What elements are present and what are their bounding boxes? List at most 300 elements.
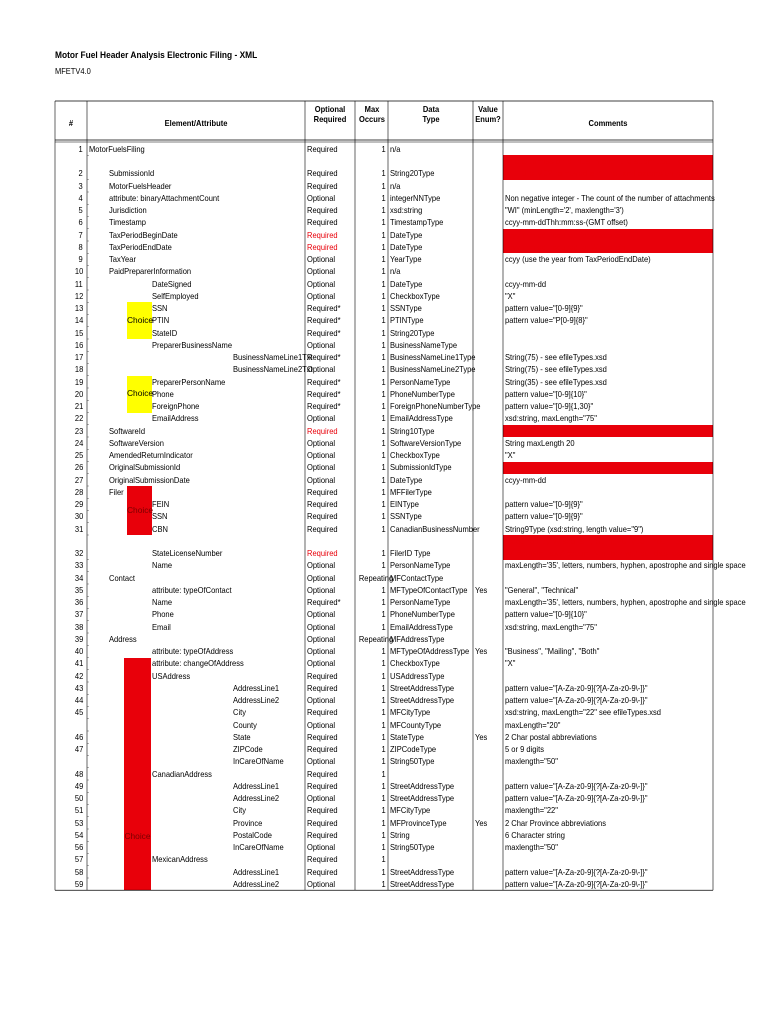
choice-label: Choice xyxy=(127,314,154,325)
max-occurs: 1 xyxy=(381,597,386,607)
comment: pattern value="P[0-9]{8}" xyxy=(505,315,588,326)
max-occurs: 1 xyxy=(381,817,386,828)
element-name: PaidPreparerInformation xyxy=(109,266,192,277)
data-type: String20Type xyxy=(390,327,435,338)
max-occurs: 1 xyxy=(381,266,386,277)
row-number: 37 xyxy=(74,609,83,620)
max-occurs: 1 xyxy=(381,560,386,571)
row-number: 29 xyxy=(74,499,83,509)
max-occurs: 1 xyxy=(381,364,386,375)
row-number: 46 xyxy=(74,731,83,742)
row-number: 10 xyxy=(74,266,83,277)
row-number: 30 xyxy=(74,511,83,522)
row-number: 44 xyxy=(74,695,83,705)
element-name: OriginalSubmissionId xyxy=(109,462,181,473)
comment: pattern value="[A-Za-z0-9]{?[A-Za-z0-9\-]}" xyxy=(505,866,648,877)
max-occurs: 1 xyxy=(381,621,386,632)
row-number: 58 xyxy=(74,866,83,877)
comment: 2 Char postal abbreviations xyxy=(505,731,597,742)
data-type: n/a xyxy=(390,143,401,154)
choice-label: Choice xyxy=(124,831,151,841)
required-status: Optional xyxy=(307,192,336,203)
data-type: PhoneNumberType xyxy=(390,388,455,399)
max-occurs: Repeating xyxy=(358,572,394,583)
required-status: Required* xyxy=(307,352,341,362)
element-name: SSN xyxy=(152,303,168,313)
max-occurs: 1 xyxy=(381,707,386,718)
comment: ccyy (use the year from TaxPeriodEndDate) xyxy=(505,254,651,264)
comment: ccyy-mm-dd, required for Wisconsin xyxy=(505,229,626,240)
element-name: AddressLine1 xyxy=(233,780,280,791)
row-number: 42 xyxy=(74,670,83,681)
max-occurs: 1 xyxy=(381,401,386,411)
required-status: Optional xyxy=(307,609,336,620)
required-status: Required xyxy=(307,229,338,240)
row-number xyxy=(55,756,83,767)
required-status: Optional xyxy=(307,793,336,803)
row-number: 24 xyxy=(74,437,83,448)
max-occurs: 1 xyxy=(381,670,386,681)
required-status: Optional xyxy=(307,450,336,460)
choice-marker xyxy=(124,658,151,891)
required-status: Optional xyxy=(307,878,336,889)
required-status: Required* xyxy=(307,376,341,387)
row-number: 17 xyxy=(74,352,83,362)
data-type: PersonNameType xyxy=(390,560,451,571)
row-number: 15 xyxy=(74,327,83,338)
row-number: 1 xyxy=(78,143,83,154)
required-status: Optional xyxy=(307,658,336,669)
row-number xyxy=(55,720,83,731)
row-number: 6 xyxy=(78,217,83,228)
max-occurs: 1 xyxy=(381,523,386,534)
element-name: Address xyxy=(109,633,137,644)
element-name: attribute: typeOfContact xyxy=(152,584,232,595)
element-name: SubmissionId xyxy=(109,168,155,179)
comment: "WI" (minLength='2', maxlength='3') xyxy=(505,205,624,215)
comment: ccyy-mm-dd xyxy=(505,278,547,289)
row-number: 28 xyxy=(74,486,83,497)
max-occurs: 1 xyxy=(381,462,386,473)
comment: "General", "Technical" xyxy=(505,584,579,595)
required-status: Optional xyxy=(307,842,336,852)
row-number: 18 xyxy=(74,364,83,375)
row-number: 21 xyxy=(74,401,83,411)
data-type: String50Type xyxy=(390,756,435,767)
required-status: Required xyxy=(307,217,338,228)
comment: pattern value="[A-Za-z0-9]{?[A-Za-z0-9\-]}" xyxy=(505,793,648,803)
row-number: 12 xyxy=(74,290,83,301)
data-type: PersonNameType xyxy=(390,376,451,387)
max-occurs: Repeating xyxy=(358,633,394,644)
element-name: SSN xyxy=(152,511,168,522)
data-type: CheckboxType xyxy=(390,658,440,669)
max-occurs: 1 xyxy=(381,450,386,460)
header-max-line: Occurs xyxy=(358,114,385,124)
max-occurs: 1 xyxy=(381,290,386,301)
required-status: Required xyxy=(307,143,338,154)
comment: Non negative integer - The count of the number of attachments xyxy=(505,192,715,203)
data-type: EmailAddressType xyxy=(390,621,453,632)
data-type: ZIPCodeType xyxy=(390,744,437,754)
row-number: 20 xyxy=(74,388,83,399)
max-occurs: 1 xyxy=(381,217,386,228)
element-name: PostalCode xyxy=(233,829,272,840)
element-name: InCareOfName xyxy=(233,756,284,767)
comment: pattern value="[0-9]{9}" xyxy=(505,303,583,313)
comment: 2 Char Province abbreviations xyxy=(505,817,606,828)
data-type: DateType xyxy=(390,241,423,252)
data-type: StreetAddressType xyxy=(390,682,455,693)
required-status: Required xyxy=(307,731,338,742)
element-name: TaxYear xyxy=(109,254,136,264)
required-status: Required xyxy=(307,486,338,497)
data-type: EINType xyxy=(390,499,419,509)
required-status: Optional xyxy=(307,266,336,277)
row-number: 26 xyxy=(74,462,83,473)
data-type: String50Type xyxy=(390,842,435,852)
max-occurs: 1 xyxy=(381,143,386,154)
required-status: Optional xyxy=(307,462,336,473)
required-status: Optional xyxy=(307,339,336,350)
header-num: # xyxy=(68,118,74,128)
element-name: AddressLine2 xyxy=(233,878,280,889)
max-occurs: 1 xyxy=(381,327,386,338)
max-occurs: 1 xyxy=(381,425,386,436)
element-name: Province xyxy=(233,817,263,828)
row-number: 9 xyxy=(78,254,83,264)
required-status: Required xyxy=(307,682,338,693)
row-number: 57 xyxy=(74,854,83,865)
row-number: 2 xyxy=(78,168,83,179)
value-enum: Yes xyxy=(475,584,488,595)
row-number: 41 xyxy=(74,658,83,669)
required-status: Optional xyxy=(307,254,336,264)
element-name: Jurisdiction xyxy=(109,205,147,215)
row-number: 16 xyxy=(74,339,83,350)
max-occurs: 1 xyxy=(381,388,386,399)
data-type: MFContactType xyxy=(390,572,444,583)
row-number: 40 xyxy=(74,646,83,656)
comment: pattern value="[A-Za-z0-9]{?[A-Za-z0-9\-]}" xyxy=(505,695,648,705)
required-status: Optional xyxy=(307,719,336,730)
required-status: Optional xyxy=(307,364,336,375)
required-status: Required xyxy=(307,805,338,816)
element-name: City xyxy=(233,707,246,718)
row-number: 7 xyxy=(78,229,83,240)
data-type: PTINType xyxy=(390,315,424,326)
comment: maxLength='35', letters, numbers, hyphen, apostrophe and single space xyxy=(505,597,746,607)
comment: "X" xyxy=(505,658,516,669)
comment: maxLength="20" xyxy=(505,719,561,730)
element-name: Phone xyxy=(152,388,174,399)
data-type: SSNType xyxy=(390,511,422,522)
max-occurs: 1 xyxy=(381,499,386,509)
row-number: 23 xyxy=(74,425,83,436)
max-occurs: 1 xyxy=(381,682,386,693)
comment: ccyy-mm-dd xyxy=(505,474,547,485)
required-status: Optional xyxy=(307,437,336,448)
max-occurs: 1 xyxy=(381,315,386,326)
data-type: CheckboxType xyxy=(390,290,440,301)
max-occurs: 1 xyxy=(381,609,386,620)
element-name: SelfEmployed xyxy=(152,290,199,301)
max-occurs: 1 xyxy=(381,731,386,742)
comment: pattern value="[0-9]{1,30}" xyxy=(505,401,594,411)
required-status: Required xyxy=(307,511,338,522)
value-enum: Yes xyxy=(475,731,488,742)
data-type: USAddressType xyxy=(390,670,445,681)
comment: pattern value="[0-9]{9}" xyxy=(505,511,583,522)
data-type: MFProvinceType xyxy=(390,817,447,828)
comment: maxlength="50" xyxy=(505,842,558,852)
choice-label: Choice xyxy=(127,504,154,515)
element-name: Name xyxy=(152,560,173,571)
row-number: 51 xyxy=(74,805,83,816)
max-occurs: 1 xyxy=(381,486,386,497)
element-name: InCareOfName xyxy=(233,842,284,852)
element-name: AddressLine1 xyxy=(233,866,280,877)
element-name: StateLicenseNumber xyxy=(152,548,223,558)
data-type: MFAddressType xyxy=(390,633,445,644)
comment: xsd:string, maxLength="75" xyxy=(505,413,597,424)
required-status: Optional xyxy=(307,474,336,485)
element-name: Contact xyxy=(109,572,135,583)
row-number: 4 xyxy=(78,192,83,203)
element-name: TaxPeriodBeginDate xyxy=(109,229,178,240)
max-occurs: 1 xyxy=(381,180,386,191)
required-status: Required xyxy=(307,180,338,191)
data-type: StreetAddressType xyxy=(390,866,455,877)
data-type: n/a xyxy=(390,180,401,191)
header-element: Element/Attribute xyxy=(164,118,228,128)
element-name: attribute: changeOfAddress xyxy=(152,658,244,669)
max-occurs: 1 xyxy=(381,768,386,779)
row-number: 54 xyxy=(74,829,83,840)
required-status: Required xyxy=(307,241,338,252)
row-number: 5 xyxy=(78,205,83,215)
max-occurs: 1 xyxy=(381,229,386,240)
row-number: 34 xyxy=(74,572,83,583)
required-status: Required* xyxy=(307,303,341,313)
data-type: String xyxy=(390,829,410,840)
comment: pattern value="[0-9]{10}" xyxy=(505,388,587,399)
element-name: AddressLine2 xyxy=(233,695,280,705)
row-number: 45 xyxy=(74,707,83,718)
header-data-line: Type xyxy=(421,114,440,124)
data-type: StateType xyxy=(390,731,424,742)
comment: String9Type (xsd:string, length value="9") xyxy=(505,523,644,534)
element-name: SoftwareId xyxy=(109,425,146,436)
element-name: FEIN xyxy=(152,499,170,509)
max-occurs: 1 xyxy=(381,376,386,387)
comment: pattern value="[A-Za-z0-9]{?[A-Za-z0-9\-]}" xyxy=(505,780,648,791)
data-type: MFCityType xyxy=(390,707,431,718)
comment: The SubmissionId must match the submitted file name with the M02 removed and the .xml extension removed xyxy=(505,156,709,179)
element-name: Name xyxy=(152,597,173,607)
row-number: 38 xyxy=(74,621,83,632)
comment: String(35) - see efileTypes.xsd xyxy=(505,376,607,387)
data-type: StreetAddressType xyxy=(390,878,455,889)
element-name: MotorFuelsHeader xyxy=(109,180,172,191)
max-occurs: 1 xyxy=(381,780,386,791)
row-number: 8 xyxy=(78,241,83,252)
comment: ccyy-mm-dd, required for Wisconsin xyxy=(505,241,626,252)
comment: 5 or 9 digits xyxy=(505,744,544,754)
max-occurs: 1 xyxy=(381,192,386,203)
required-status: Required xyxy=(307,523,338,534)
element-name: PTIN xyxy=(152,315,170,326)
row-number: 33 xyxy=(74,560,83,571)
element-name: DateSigned xyxy=(152,278,192,289)
required-status: Required* xyxy=(307,315,341,326)
data-type: MFCityType xyxy=(390,805,431,816)
max-occurs: 1 xyxy=(381,744,386,754)
data-type: StreetAddressType xyxy=(390,793,455,803)
value-enum: Yes xyxy=(475,646,488,656)
max-occurs: 1 xyxy=(381,878,386,889)
data-type: BusinessNameLine1Type xyxy=(390,352,476,362)
data-type: SSNType xyxy=(390,303,422,313)
max-occurs: 1 xyxy=(381,842,386,852)
max-occurs: 1 xyxy=(381,205,386,215)
element-name: MexicanAddress xyxy=(152,854,208,865)
element-name: attribute: binaryAttachmentCount xyxy=(109,192,220,203)
row-number: 53 xyxy=(74,817,83,828)
max-occurs: 1 xyxy=(381,168,386,179)
page-subtitle: MFETV4.0 xyxy=(55,66,91,76)
comment: String maxLength 20 xyxy=(505,437,575,448)
element-name: ForeignPhone xyxy=(152,401,200,411)
element-name: TaxPeriodEndDate xyxy=(109,241,172,252)
comment: Value must match the SubmissionId of the original file xyxy=(505,462,684,473)
required-status: Required xyxy=(307,829,338,840)
required-status: Required xyxy=(307,548,338,558)
comment: xsd:string, maxLength="75" xyxy=(505,621,597,632)
row-number: 11 xyxy=(75,278,83,289)
comment: xsd:string, maxLength="22" see efileTypes.xsd xyxy=(505,707,661,718)
max-occurs: 1 xyxy=(381,584,386,595)
max-occurs: 1 xyxy=(381,866,386,877)
comment: maxlength="50" xyxy=(505,756,558,767)
element-name: AddressLine1 xyxy=(233,682,280,693)
element-name: Timestamp xyxy=(109,217,146,228)
max-occurs: 1 xyxy=(381,339,386,350)
data-type: n/a xyxy=(390,266,401,277)
row-number: 48 xyxy=(74,768,83,779)
required-status: Optional xyxy=(307,572,336,583)
element-name: ZIPCode xyxy=(233,744,263,754)
element-name: MotorFuelsFiling xyxy=(89,143,145,154)
max-occurs: 1 xyxy=(381,719,386,730)
max-occurs: 1 xyxy=(381,437,386,448)
row-number: 25 xyxy=(74,450,83,460)
row-number: 35 xyxy=(74,584,83,595)
element-name: Phone xyxy=(152,609,174,620)
row-number: 14 xyxy=(74,315,83,326)
comment: "X" xyxy=(505,450,516,460)
required-status: Optional xyxy=(307,584,336,595)
max-occurs: 1 xyxy=(381,413,386,424)
required-status: Optional xyxy=(307,695,336,705)
data-type: StreetAddressType xyxy=(390,780,455,791)
row-number: 22 xyxy=(74,413,83,424)
header-data-line: Data xyxy=(422,104,439,114)
comment: pattern value="[0-9]{9}" xyxy=(505,499,583,509)
comment: String(75) - see efileTypes.xsd xyxy=(505,364,607,375)
comment: 6 Character string xyxy=(505,829,565,840)
data-type: SubmissionIdType xyxy=(390,462,452,473)
header-max-line: Max xyxy=(364,104,379,114)
row-number: 13 xyxy=(74,303,83,313)
element-name: PreparerBusinessName xyxy=(152,339,233,350)
max-occurs: 1 xyxy=(381,511,386,522)
data-type: integerNNType xyxy=(390,192,441,203)
data-type: DateType xyxy=(390,278,423,289)
required-status: Optional xyxy=(307,756,336,767)
max-occurs: 1 xyxy=(381,278,386,289)
comment: pattern value="[A-Za-z0-9]{?[A-Za-z0-9\-]}" xyxy=(505,682,648,693)
max-occurs: 1 xyxy=(381,646,386,656)
max-occurs: 1 xyxy=(381,829,386,840)
required-status: Required* xyxy=(307,327,341,338)
data-type: StreetAddressType xyxy=(390,695,455,705)
max-occurs: 1 xyxy=(381,854,386,865)
row-number: 3 xyxy=(78,180,83,191)
comment: Required by Wisconsin - maxLength 10 xyxy=(505,425,637,436)
value-enum: Yes xyxy=(475,817,488,828)
comment: "X" xyxy=(505,290,516,301)
required-status: Required xyxy=(307,425,338,436)
row-number: 27 xyxy=(74,474,83,485)
element-name: BusinessNameLine2Txt xyxy=(233,364,313,375)
data-type: YearType xyxy=(390,254,422,264)
row-number: 49 xyxy=(74,780,83,791)
data-type: SoftwareVersionType xyxy=(390,437,462,448)
row-number: 32 xyxy=(74,548,83,558)
required-status: Required* xyxy=(307,388,341,399)
data-type: CanadianBusinessNumber xyxy=(390,523,480,534)
data-type: TimestampType xyxy=(390,217,444,228)
required-status: Required xyxy=(307,780,338,791)
data-type: PhoneNumberType xyxy=(390,609,455,620)
data-type: EmailAddressType xyxy=(390,413,453,424)
element-name: BusinessNameLine1Txt xyxy=(233,352,313,362)
comment: Required by Wisconsin, String20Type - Your 15 digit Wisconsin Tax Account Number without dashes xyxy=(505,536,699,558)
required-status: Required* xyxy=(307,597,341,607)
data-type: DateType xyxy=(390,474,423,485)
row-number: 43 xyxy=(74,682,83,693)
max-occurs: 1 xyxy=(381,352,386,362)
element-name: City xyxy=(233,805,246,816)
data-type: CheckboxType xyxy=(390,450,440,460)
comment: pattern value="[A-Za-z0-9]{?[A-Za-z0-9\-]}" xyxy=(505,878,648,889)
data-type: MFTypeOfContactType xyxy=(390,584,468,595)
comment: maxlength="22" xyxy=(505,805,558,816)
required-status: Required xyxy=(307,817,338,828)
header-value-line: Enum? xyxy=(475,114,501,124)
required-status: Required xyxy=(307,768,338,779)
row-number: 59 xyxy=(74,878,83,889)
row-number: 50 xyxy=(74,793,83,803)
element-name: PreparerPersonName xyxy=(152,376,226,387)
element-name: Filer xyxy=(109,486,124,497)
data-type: PersonNameType xyxy=(390,597,451,607)
max-occurs: 1 xyxy=(381,695,386,705)
max-occurs: 1 xyxy=(381,254,386,264)
header-optional-line: Required xyxy=(313,114,347,124)
data-type: MFCountyType xyxy=(390,719,442,730)
